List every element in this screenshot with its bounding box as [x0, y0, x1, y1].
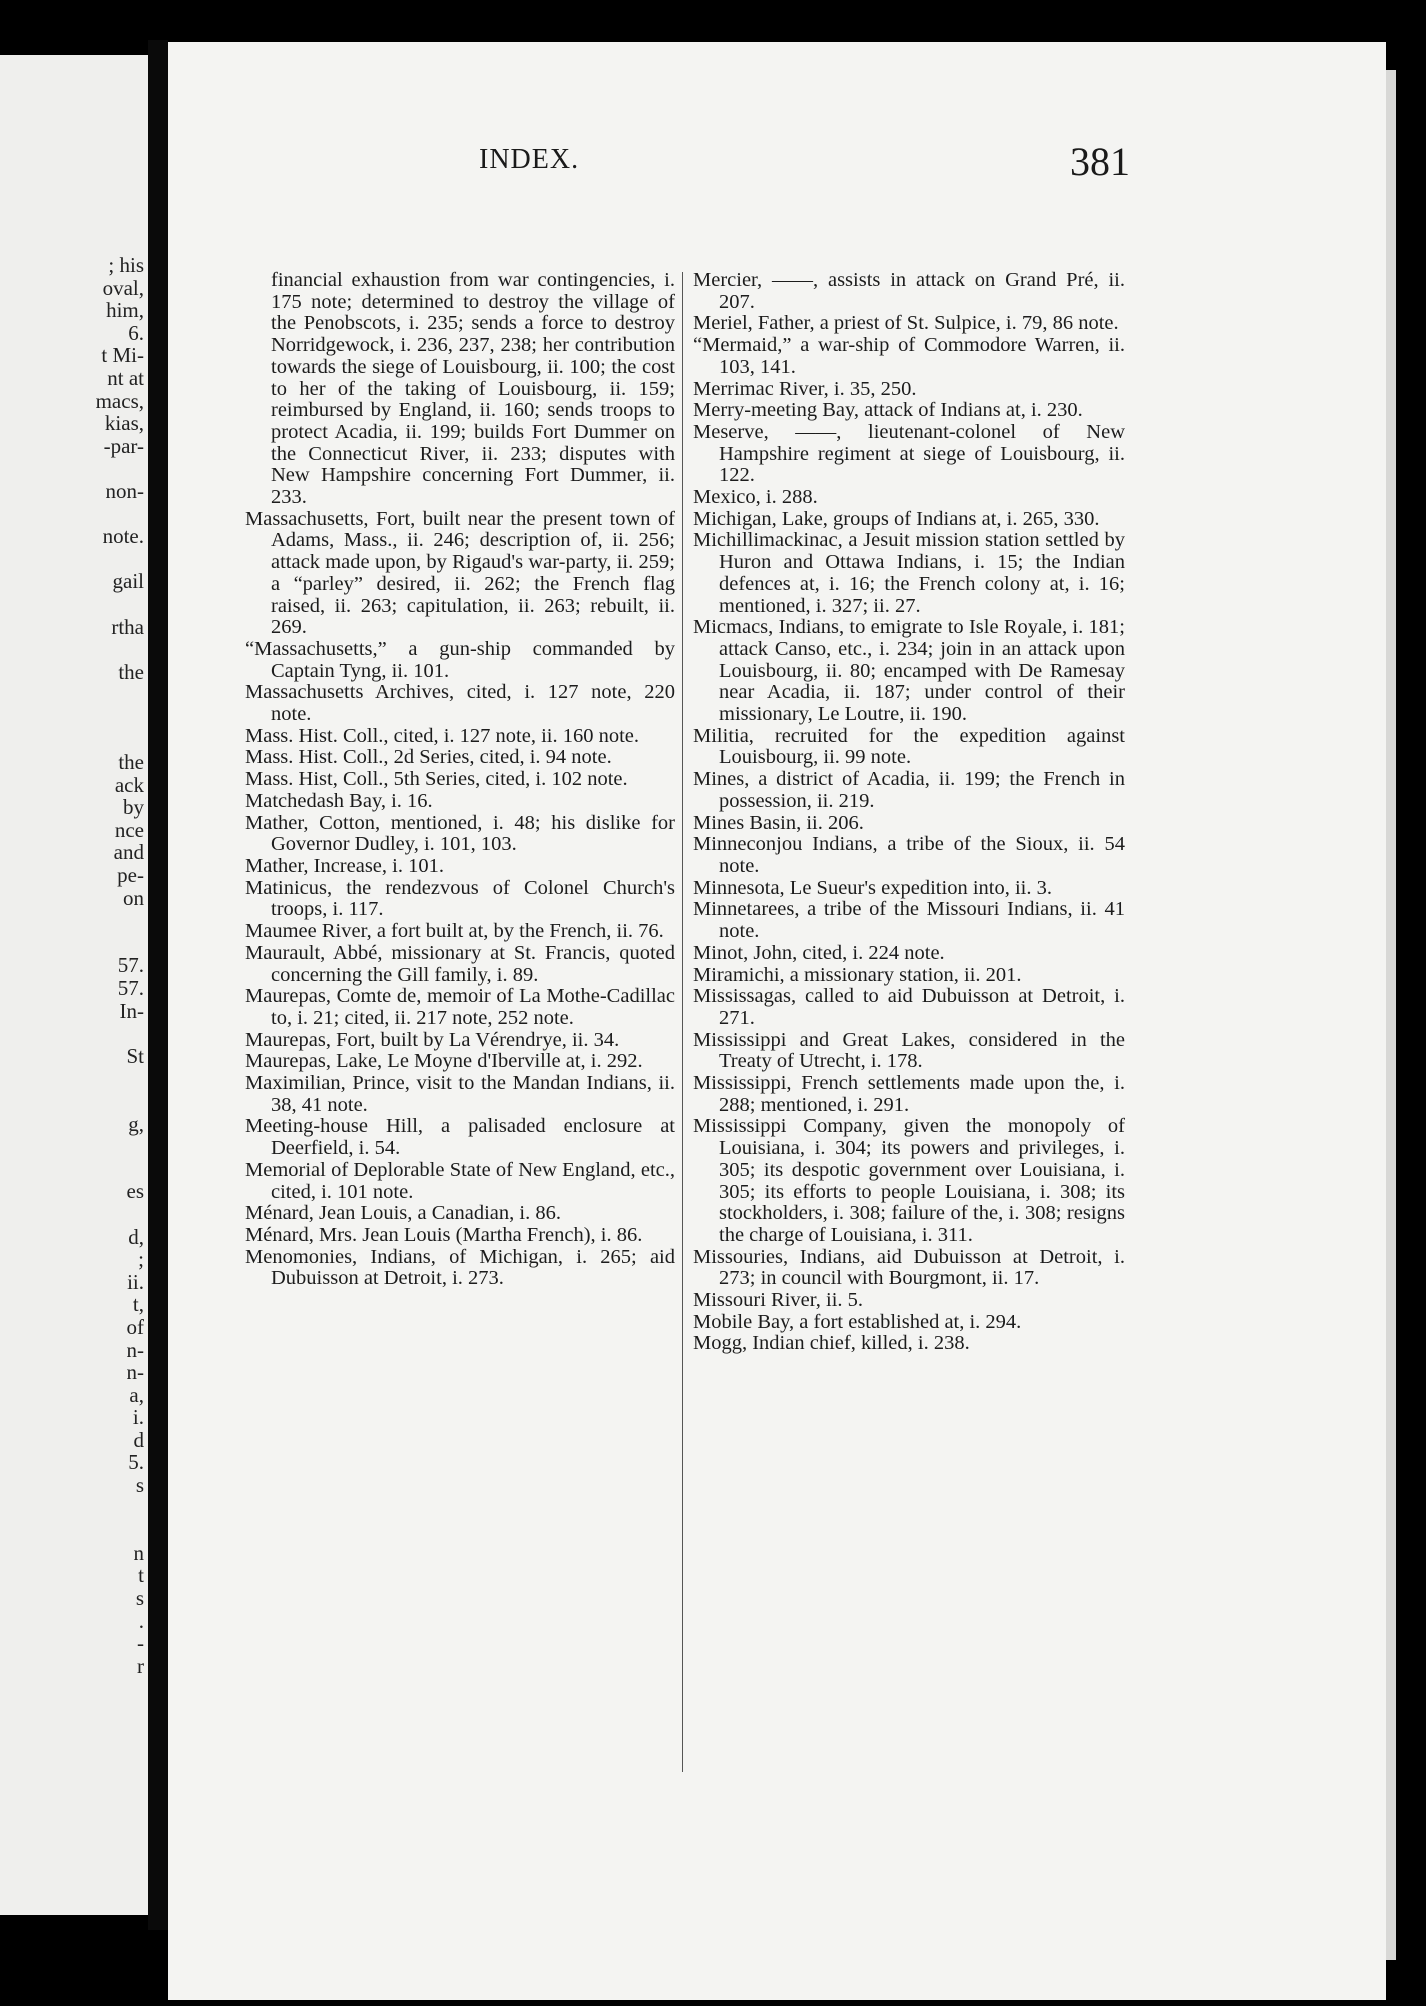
- facing-page-fragment: n-: [126, 1362, 144, 1385]
- facing-page-fragment: nt at: [107, 367, 144, 390]
- index-entry: Maximilian, Prince, visit to the Mandan Indians, ii. 38, 41 note.: [245, 1072, 675, 1116]
- facing-page-fragment: [44, 1520, 144, 1543]
- facing-page-fragment: of: [126, 1316, 144, 1339]
- facing-page-fragment: n: [133, 1542, 144, 1565]
- index-entry: Mobile Bay, a fort established at, i. 294.: [693, 1310, 1022, 1333]
- index-entry: Matchedash Bay, i. 16.: [245, 789, 433, 812]
- facing-page-fragment: the: [118, 752, 144, 775]
- facing-page-fragment: s: [135, 1475, 144, 1498]
- facing-page-fragment: s: [135, 1588, 144, 1611]
- facing-page-fragment: [44, 549, 144, 572]
- facing-page-fragment: d,: [128, 1226, 144, 1249]
- facing-page-fragment: [44, 1136, 144, 1159]
- index-entry: Mather, Increase, i. 101.: [245, 854, 444, 877]
- index-entry: Micmacs, Indians, to emigrate to Isle Royale, i. 181; attack Canso, etc., i. 234; join in an attack upon Louisbourg, ii. 80; encamped with De Ramesay near Acadia, ii. 187; under control of their missionary, Le Loutre, ii. 190.: [693, 616, 1125, 726]
- facing-page-fragment: g,: [128, 1113, 144, 1136]
- facing-page-fragment: d: [133, 1429, 144, 1452]
- index-entry: Mines, a district of Acadia, ii. 199; the French in possession, ii. 219.: [693, 768, 1125, 812]
- index-entry: Maurepas, Comte de, memoir of La Mothe-Cadillac to, i. 21; cited, ii. 217 note, 252 note.: [245, 985, 675, 1029]
- facing-page-fragment: es: [126, 1181, 144, 1204]
- facing-page-fragment: the: [118, 661, 144, 684]
- facing-page-fragment: rtha: [111, 616, 144, 639]
- facing-page-fragment: .: [138, 1610, 144, 1633]
- index-entry: Merrimac River, i. 35, 250.: [693, 377, 917, 400]
- index-entry: Mississippi and Great Lakes, considered in the Treaty of Utrecht, i. 178.: [693, 1028, 1125, 1073]
- index-entry: “Mermaid,” a war-ship of Commodore Warren, ii. 103, 141.: [693, 334, 1125, 378]
- facing-page-fragment: [44, 729, 144, 752]
- page-edge: [1386, 70, 1396, 1960]
- facing-page-fragment: r: [137, 1655, 144, 1678]
- index-entry: Mercier, ——, assists in attack on Grand Pré, ii. 207.: [693, 269, 1125, 313]
- facing-page-fragment: on: [123, 887, 144, 910]
- index-entry: Matinicus, the rendezvous of Colonel Church's troops, i. 117.: [245, 876, 675, 921]
- index-entry: Maumee River, a fort built at, by the French, ii. 76.: [245, 920, 664, 943]
- index-entry: Memorial of Deplorable State of New England, etc., cited, i. 101 note.: [245, 1158, 675, 1203]
- facing-page-fragment: oval,: [102, 277, 144, 300]
- index-entry: Mass. Hist. Coll., cited, i. 127 note, ii. 160 note.: [245, 724, 640, 747]
- facing-page-fragment: [44, 910, 144, 933]
- facing-page-fragment: t,: [132, 1294, 144, 1317]
- facing-page-fragment: [44, 933, 144, 956]
- index-entry: Mogg, Indian chief, killed, i. 238.: [693, 1332, 970, 1355]
- facing-page-fragment: [44, 504, 144, 527]
- facing-page-fragment: him,: [106, 300, 144, 323]
- index-column-right: [693, 270, 1125, 1355]
- index-entry: Minot, John, cited, i. 224 note.: [693, 941, 945, 964]
- index-entry: Mines Basin, ii. 206.: [693, 811, 864, 834]
- index-entry: Mississagas, called to aid Dubuisson at Detroit, i. 271.: [693, 985, 1125, 1029]
- index-entry: Michillimackinac, a Jesuit mission station settled by Huron and Ottawa Indians, i. 15; the Indian defences at, i. 16; the French colony at, i. 16; mentioned, i. 327; ii. 27.: [693, 529, 1125, 617]
- index-entry: Mississippi Company, given the monopoly of Louisiana, i. 304; its powers and privileges, i. 305; its despotic government over Louisiana, i. 305; its efforts to people Louisiana, i. 308; its stockholders, i. 308; failure of the, i. 308; resigns the charge of Louisiana, i. 311.: [693, 1115, 1125, 1246]
- facing-page-fragment: 57.: [117, 955, 144, 978]
- index-entry: Minnetarees, a tribe of the Missouri Indians, ii. 41 note.: [693, 898, 1125, 943]
- index-entry: Militia, recruited for the expedition against Louisbourg, ii. 99 note.: [693, 724, 1125, 769]
- facing-page-fragment: ii.: [127, 1271, 144, 1294]
- index-entry: Mather, Cotton, mentioned, i. 48; his dislike for Governor Dudley, i. 101, 103.: [245, 811, 675, 856]
- facing-page-fragment: non-: [105, 480, 144, 503]
- index-column-left: [245, 270, 675, 1290]
- index-entry: Meserve, ——, lieutenant-colonel of New Hampshire regiment at siege of Louisbourg, ii. 122.: [693, 420, 1125, 487]
- facing-page-fragment: ack: [114, 774, 144, 797]
- index-entry: Mexico, i. 288.: [693, 486, 818, 509]
- index-entry: Michigan, Lake, groups of Indians at, i. 265, 330.: [693, 507, 1100, 530]
- index-entry: Miramichi, a missionary station, ii. 201.: [693, 963, 1022, 986]
- running-title: INDEX.: [479, 144, 580, 175]
- facing-page-fragment: kias,: [104, 413, 144, 436]
- facing-page-fragment: nce: [114, 819, 144, 842]
- index-entry: Merry-meeting Bay, attack of Indians at, i. 230.: [693, 399, 1083, 422]
- index-entry: Missouri River, ii. 5.: [693, 1289, 864, 1312]
- facing-page-fragment: t Mi-: [101, 345, 144, 368]
- facing-page-fragment: [44, 1023, 144, 1046]
- facing-page-fragment: [44, 1204, 144, 1227]
- facing-page-fragment: In-: [119, 1000, 144, 1023]
- facing-page-fragment: -par-: [103, 435, 144, 458]
- facing-page-fragment: and: [113, 842, 144, 865]
- index-entry: Meriel, Father, a priest of St. Sulpice, i. 79, 86 note.: [693, 312, 1119, 335]
- index-entry: Menomonies, Indians, of Michigan, i. 265; aid Dubuisson at Detroit, i. 273.: [245, 1245, 675, 1290]
- index-entry: Minneconjou Indians, a tribe of the Sioux, ii. 54 note.: [693, 833, 1125, 877]
- facing-page-fragment: pe-: [117, 865, 144, 888]
- index-entry: Missouries, Indians, aid Dubuisson at Detroit, i. 273; in council with Bourgmont, ii. 17.: [693, 1245, 1125, 1290]
- facing-page-fragment: St: [126, 1045, 144, 1068]
- facing-page-fragment: [44, 707, 144, 730]
- facing-page-fragment: -: [137, 1633, 144, 1656]
- index-entry: Massachusetts, Fort, built near the present town of Adams, Mass., ii. 246; description of, ii. 256; attack made upon, by Rigaud's war-party, ii. 259; a “parley” desired, ii. 262; the French flag raised, ii. 263; capitulation, ii. 263; rebuilt, ii. 269.: [245, 507, 675, 639]
- index-entry: Ménard, Jean Louis, a Canadian, i. 86.: [245, 1202, 561, 1225]
- facing-page-fragment: macs,: [95, 390, 144, 413]
- index-entry: financial exhaustion from war contingencies, i. 175 note; determined to destroy the village of the Penobscots, i. 235; sends a force to destroy Norridgewock, i. 236, 237, 238; her contribution towards the siege of Louisbourg, ii. 100; the cost to her of the taking of Louisbourg, ii. 159; reimbursed by England, ii. 160; sends troops to protect Acadia, ii. 199; builds Fort Dummer on the Connecticut River, ii. 233; disputes with New Hampshire concerning Fort Dummer, ii. 233.: [271, 269, 675, 509]
- facing-page-fragment: [44, 1091, 144, 1114]
- facing-page-fragment: [44, 1498, 144, 1521]
- index-entry: Maurepas, Lake, Le Moyne d'Iberville at, i. 292.: [245, 1050, 643, 1073]
- book-gutter: [148, 40, 168, 1930]
- facing-page-fragment: ;: [138, 1249, 144, 1272]
- facing-page-fragment: by: [123, 797, 144, 820]
- facing-page-fragment: n-: [126, 1339, 144, 1362]
- index-entry: Ménard, Mrs. Jean Louis (Martha French), i. 86.: [245, 1223, 643, 1246]
- index-entry: Mississippi, French settlements made upon the, i. 288; mentioned, i. 291.: [693, 1072, 1125, 1116]
- index-entry: Minnesota, Le Sueur's expedition into, ii. 3.: [693, 876, 1052, 899]
- index-entry: Maurepas, Fort, built by La Vérendrye, ii. 34.: [245, 1028, 620, 1051]
- index-entry: “Massachusetts,” a gun-ship commanded by Captain Tyng, ii. 101.: [245, 637, 675, 682]
- facing-page-fragment: [44, 684, 144, 707]
- facing-page-fragment: ; his: [108, 255, 144, 277]
- facing-page-fragment: [44, 594, 144, 617]
- facing-page-fragment: [44, 639, 144, 662]
- facing-page-fragment: [44, 1068, 144, 1091]
- column-divider: [682, 272, 683, 1772]
- index-entry: Meeting-house Hill, a palisaded enclosure at Deerfield, i. 54.: [245, 1115, 675, 1160]
- index-entry: Maurault, Abbé, missionary at St. Francis, quoted concerning the Gill family, i. 89.: [245, 941, 675, 986]
- facing-page-fragment: [44, 1159, 144, 1182]
- facing-page-fragment: [44, 458, 144, 481]
- facing-page-fragment: 57.: [117, 978, 144, 1000]
- index-entry: Massachusetts Archives, cited, i. 127 note, 220 note.: [245, 681, 675, 726]
- facing-page-fragment: note.: [102, 526, 144, 549]
- index-entry: Mass. Hist. Coll., 2d Series, cited, i. 94 note.: [245, 746, 612, 769]
- facing-page-fragment: 5.: [128, 1452, 144, 1475]
- page-number: 381: [1070, 139, 1130, 184]
- facing-page-text-fragments: [44, 255, 144, 1678]
- facing-page-fragment: a,: [129, 1384, 144, 1407]
- facing-page-fragment: gail: [112, 571, 144, 594]
- facing-page-fragment: i.: [132, 1407, 144, 1430]
- index-entry: Mass. Hist, Coll., 5th Series, cited, i. 102 note.: [245, 768, 628, 791]
- facing-page-fragment: 6.: [128, 322, 144, 345]
- facing-page: [0, 55, 148, 1915]
- facing-page-fragment: t: [138, 1565, 144, 1588]
